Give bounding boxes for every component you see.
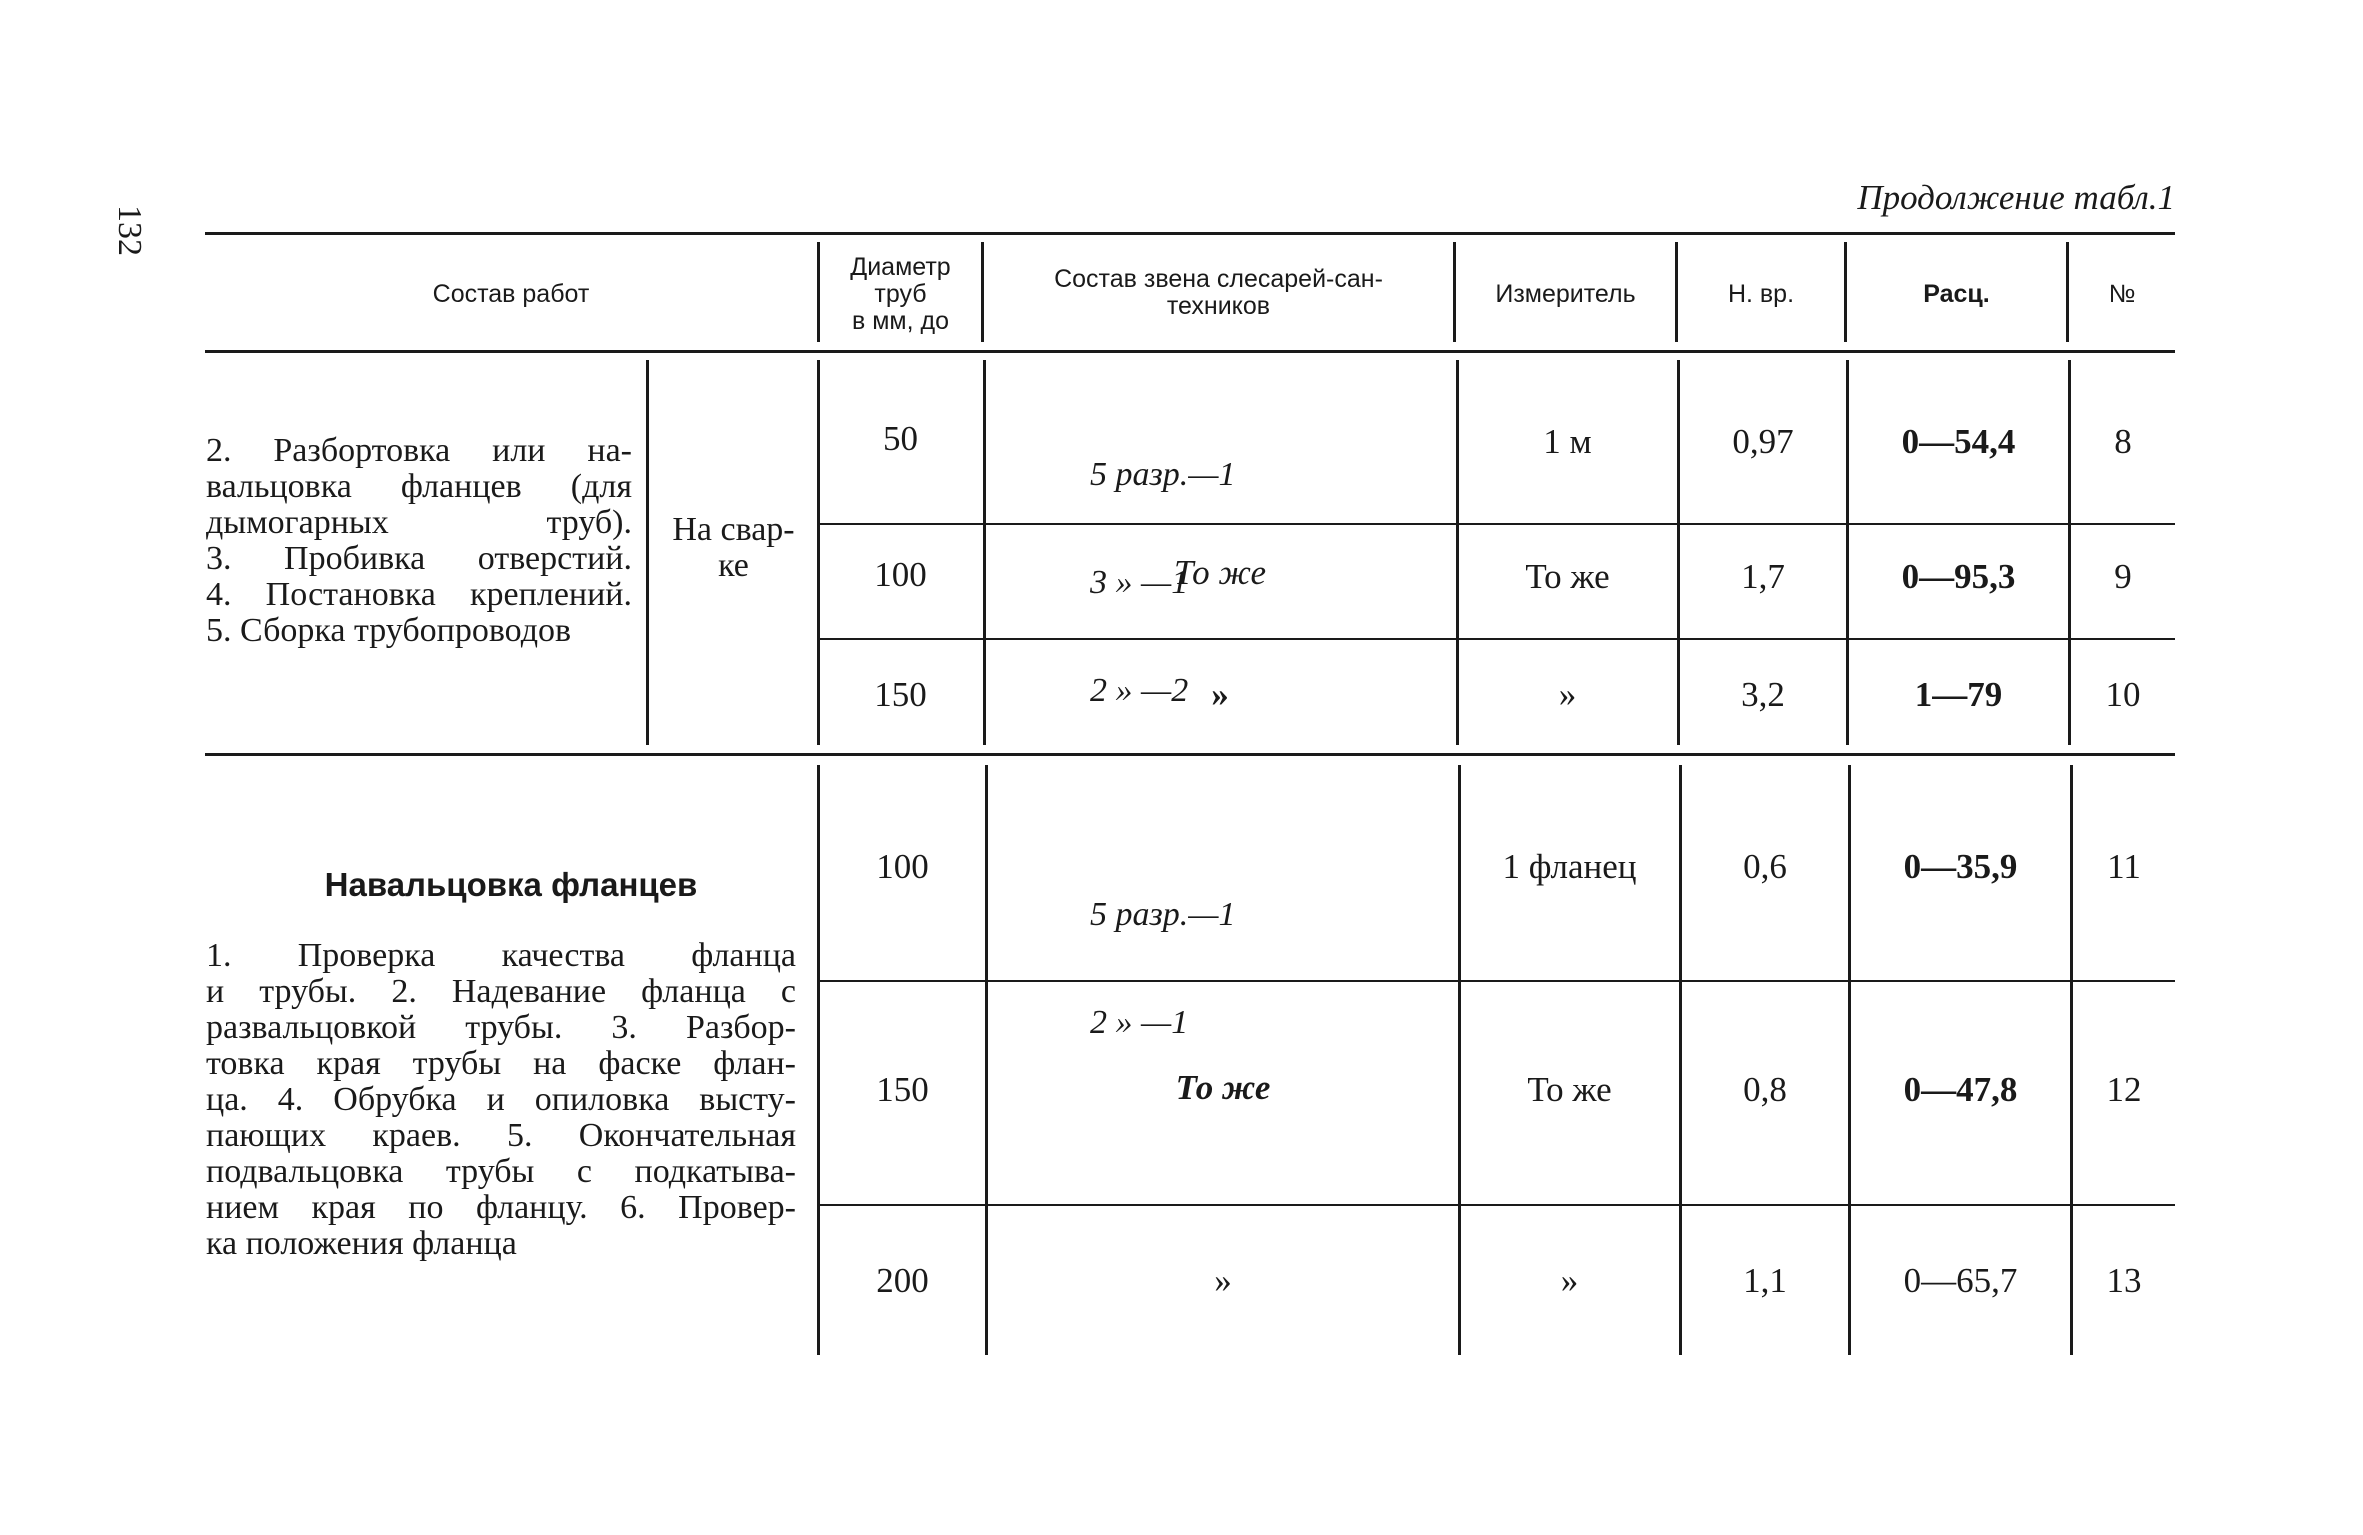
page-number: 132 xyxy=(111,205,148,256)
row11-norm: 0,6 xyxy=(1743,847,1787,886)
method-divider xyxy=(646,360,649,745)
row12-diameter: 150 xyxy=(876,1070,929,1109)
section-rule xyxy=(205,753,2175,756)
row8-norm: 0,97 xyxy=(1732,422,1794,461)
row9-crew: То же xyxy=(1173,553,1267,592)
header-unit: Измеритель xyxy=(1495,280,1636,308)
header-rate: Расц. xyxy=(1923,280,1990,308)
row10-crew: » xyxy=(1211,675,1229,714)
row13-crew: » xyxy=(1214,1261,1232,1300)
header-diameter: Диаметр труб в мм, до xyxy=(850,253,951,335)
row12-crew: То же xyxy=(1175,1068,1271,1107)
row8-unit: 1 м xyxy=(1543,422,1592,461)
row10-num: 10 xyxy=(2105,675,2141,714)
row11-unit: 1 фланец xyxy=(1502,847,1637,886)
section1-description: 2. Разбортовка или на- вальцовка фланцев (для дымогарных труб). 3. Пробивка отверстий. 4. Постановка креплений. 5. Сборка трубопроводов xyxy=(206,433,632,649)
table-continuation-caption: Продолжение табл.1 xyxy=(1857,178,2175,217)
row10-norm: 3,2 xyxy=(1741,675,1785,714)
row10-rate: 1—79 xyxy=(1914,675,2003,714)
row12-rate: 0—47,8 xyxy=(1903,1070,2018,1109)
section2-description: 1. Проверка качества фланца и трубы. 2. Надевание фланца с развальцовкой трубы. 3. Разбор- товка края трубы на фаске флан- ца. 4. Обрубка и опиловка высту- пающих краев. 5. Окончательная подвальцовка трубы с подкатыва- нием края по фланцу. 6. Провер- ка положения фланца xyxy=(206,938,796,1262)
row8-num: 8 xyxy=(2114,422,2132,461)
row13-num: 13 xyxy=(2106,1261,2142,1300)
row-rule xyxy=(820,523,2175,525)
row8-rate: 0—54,4 xyxy=(1901,422,2016,461)
section2-title: Навальцовка фланцев xyxy=(324,866,698,903)
row9-norm: 1,7 xyxy=(1741,557,1785,596)
row9-diameter: 100 xyxy=(874,555,927,594)
row13-rate: 0—65,7 xyxy=(1903,1261,2018,1300)
header-bottom-rule xyxy=(205,350,2175,353)
row9-unit: То же xyxy=(1525,557,1610,596)
row12-num: 12 xyxy=(2106,1070,2142,1109)
section1-method: На свар- ке xyxy=(672,511,795,584)
row-rule xyxy=(820,980,2175,982)
row12-norm: 0,8 xyxy=(1743,1070,1787,1109)
row13-norm: 1,1 xyxy=(1743,1261,1787,1300)
row-rule xyxy=(820,638,2175,640)
row9-num: 9 xyxy=(2114,557,2132,596)
row11-rate: 0—35,9 xyxy=(1903,847,2018,886)
table-top-rule xyxy=(205,232,2175,235)
row9-rate: 0—95,3 xyxy=(1901,557,2016,596)
row13-diameter: 200 xyxy=(876,1261,929,1300)
row8-diameter: 50 xyxy=(883,419,918,458)
row11-diameter: 100 xyxy=(876,847,929,886)
row12-unit: То же xyxy=(1527,1070,1612,1109)
row11-crew: 5 разр.—1 2 » —1 xyxy=(1090,896,1236,1041)
row11-num: 11 xyxy=(2107,847,2141,886)
row8-crew: 5 разр.—1 3 » —1 2 » —2 xyxy=(1090,456,1236,709)
row10-diameter: 150 xyxy=(874,675,927,714)
row13-unit: » xyxy=(1560,1261,1579,1300)
header-work: Состав работ xyxy=(432,280,590,308)
row10-unit: » xyxy=(1558,675,1577,714)
header-crew: Состав звена слесарей-сан- техников xyxy=(1054,265,1383,320)
row-rule xyxy=(820,1204,2175,1206)
header-num: № xyxy=(2108,280,2136,308)
header-norm: Н. вр. xyxy=(1727,280,1795,308)
